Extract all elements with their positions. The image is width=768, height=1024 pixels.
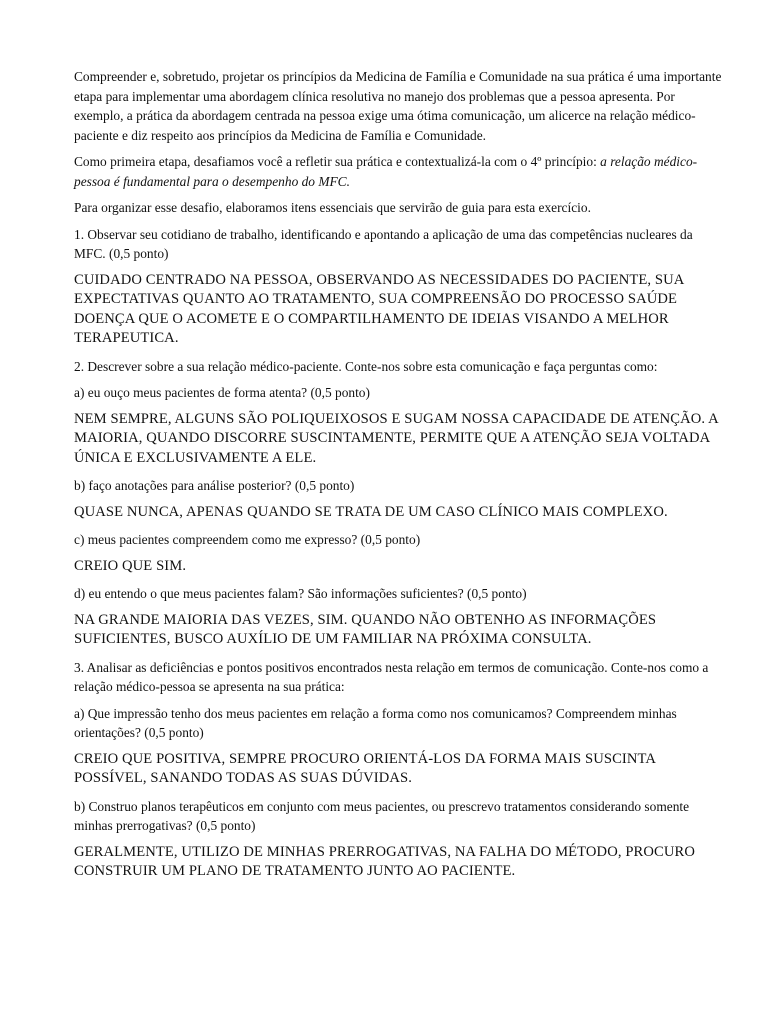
answer-2a: NEM SEMPRE, ALGUNS SÃO POLIQUEIXOSOS E SUGAM NOSSA CAPACIDADE DE ATENÇÃO. A MAIORIA, QUANDO DISCORRE SUSCINTAMENTE, PERMITE QUE A ATENÇÃO SEJA VOLTADA ÚNICA E EXCLUSIVAMENTE A ELE. (74, 410, 718, 466)
answer-2c: CREIO QUE SIM. (74, 557, 187, 574)
answer-3b: GERALMENTE, UTILIZO DE MINHAS PRERROGATIVAS, NA FALHA DO MÉTODO, PROCURO CONSTRUIR UM PLANO DE TRATAMENTO JUNTO AO PACIENTE. (74, 843, 695, 879)
question-3a: a) Que impressão tenho dos meus pacientes em relação a forma como nos comunicamos? Compreendem minhas orientações? (0,5 ponto) (74, 705, 677, 740)
answer-3a: CREIO QUE POSITIVA, SEMPRE PROCURO ORIENTÁ-LOS DA FORMA MAIS SUSCINTA POSSÍVEL, SANANDO TODAS AS SUAS DÚVIDAS. (74, 750, 656, 786)
intro-paragraph: Compreender e, sobretudo, projetar os princípios da Medicina de Família e Comunidade na sua prática é uma importante etapa para implementar uma abordagem clínica resolutiva no manejo dos problemas que a pessoa apresenta. Por exemplo, a prática da abordagem centrada na pessoa exige uma ótima comunicação, um alicerce na relação médico-paciente e diz respeito aos princípios da Medicina de Família e Comunidade. (74, 69, 722, 143)
question-2: 2. Descrever sobre a sua relação médico-paciente. Conte-nos sobre esta comunicação e faça perguntas como: (74, 358, 658, 374)
answer-2d: NA GRANDE MAIORIA DAS VEZES, SIM. QUANDO NÃO OBTENHO AS INFORMAÇÕES SUFICIENTES, BUSCO AUXÍLIO DE UM FAMILIAR NA PRÓXIMA CONSULTA. (74, 611, 657, 647)
first-step-paragraph (74, 152, 722, 191)
first-step-text: Como primeira etapa, desafiamos você a refletir sua prática e contextualizá-la com o 4º princípio: (74, 154, 601, 169)
question-3: 3. Analisar as deficiências e pontos positivos encontrados nesta relação em termos de comunicação. Conte-nos como a relação médico-pessoa se apresenta na sua prática: (74, 659, 709, 694)
question-2a: a) eu ouço meus pacientes de forma atenta? (0,5 ponto) (74, 385, 370, 400)
answer-2b: QUASE NUNCA, APENAS QUANDO SE TRATA DE UM CASO CLÍNICO MAIS COMPLEXO. (74, 503, 668, 520)
fourth-principle-text: a relação médico-pessoa é fundamental para o desempenho do MFC. (74, 154, 698, 189)
answer-1: CUIDADO CENTRADO NA PESSOA, OBSERVANDO AS NECESSIDADES DO PACIENTE, SUA EXPECTATIVAS QUANTO AO TRATAMENTO, SUA COMPREENSÃO DO PROCESSO SAÚDE DOENÇA QUE O ACOMETE E O COMPARTILHAMENTO DE IDEIAS VISANDO A MELHOR TERAPEUTICA. (74, 271, 684, 346)
question-2c: c) meus pacientes compreendem como me expresso? (0,5 ponto) (74, 532, 421, 547)
question-1: 1. Observar seu cotidiano de trabalho, identificando e apontando a aplicação de uma das competências nucleares da MFC. (0,5 ponto) (74, 226, 693, 261)
question-2b: b) faço anotações para análise posterior? (0,5 ponto) (74, 478, 355, 493)
question-2d: d) eu entendo o que meus pacientes falam? São informações suficientes? (0,5 ponto) (74, 586, 527, 601)
question-3b: b) Construo planos terapêuticos em conjunto com meus pacientes, ou prescrevo tratamentos considerando somente minhas prerrogativas? (0,5 ponto) (74, 798, 690, 833)
organize-paragraph: Para organizar esse desafio, elaboramos itens essenciais que servirão de guia para esta exercício. (74, 200, 591, 215)
document-page (74, 67, 722, 890)
